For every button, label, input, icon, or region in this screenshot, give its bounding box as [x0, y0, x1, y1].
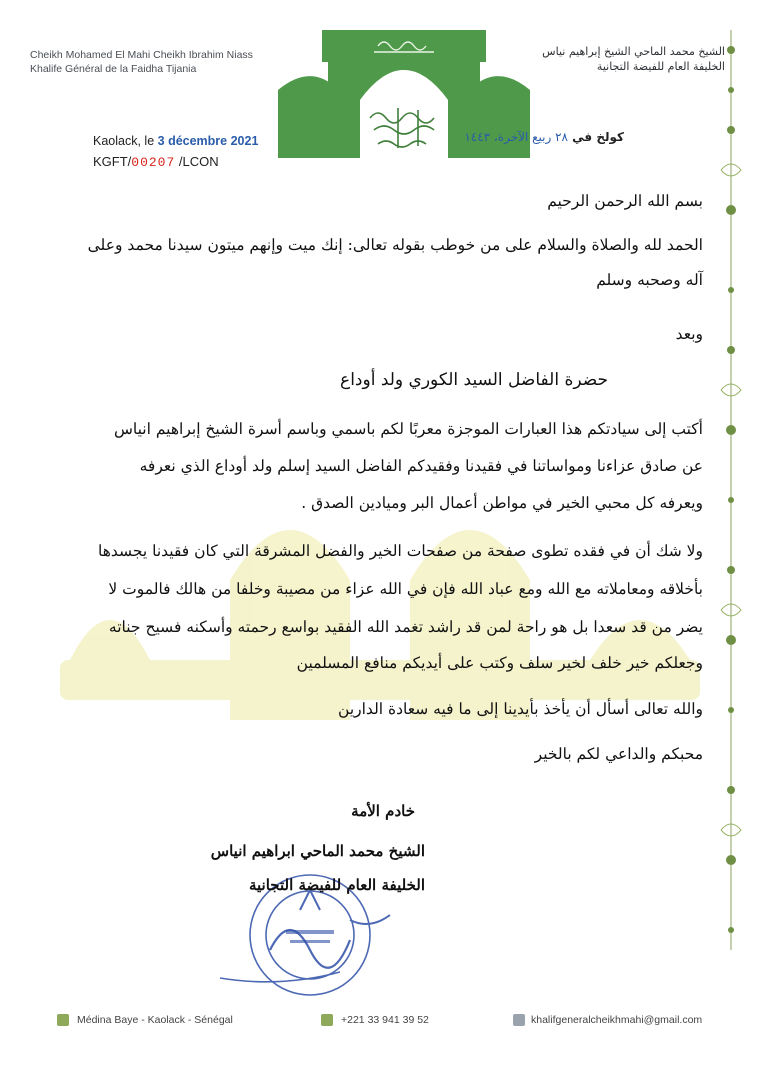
paragraph-2-line-2: بأخلاقه ومعاملاته مع الله ومع عباد الله فإن في الله عزاء من مصيبة وخلفا من هالك فالموت لا: [108, 580, 703, 598]
date-ar-city: كولخ في: [572, 130, 624, 144]
paragraph-1-line-3: ويعرفه كل محبي الخير في مواطن أعمال البر وميادين الصدق .: [301, 494, 703, 512]
email-icon: [513, 1014, 525, 1026]
date-prefix: Kaolack, le: [93, 134, 155, 148]
footer-email[interactable]: khalifgeneralcheikhmahi@gmail.com: [531, 1014, 703, 1026]
date-arabic: [418, 130, 624, 144]
signature-name: الشيخ محمد الماحي ابراهيم انياس: [210, 842, 425, 860]
signature-role: الخليفة العام للفيضة التجانية: [248, 876, 425, 894]
khalife-title-ar: الخليفة العام للفيضة التجانية: [596, 60, 725, 73]
paragraph-3: والله تعالى أسأل أن يأخذ بأيدينا إلى ما فيه سعادة الدارين: [338, 700, 703, 718]
header-left: [30, 48, 253, 76]
phone-icon: [321, 1014, 333, 1026]
paragraph-1-line-2: عن صادق عزاءنا ومواساتنا في فقيدنا وفقيدكم الفاضل السيد إسلم ولد أوداع الذي نعرفه: [139, 457, 703, 475]
khalife-name-fr: Cheikh Mohamed El Mahi Cheikh Ibrahim Niass: [30, 49, 253, 61]
intro-line-1: الحمد لله والصلاة والسلام على من خوطب بقوله تعالى: إنك ميت وإنهم ميتون سيدنا محمد وعلى: [87, 236, 703, 254]
reference-number: [93, 154, 219, 170]
intro-line-2: آله وصحبه وسلم: [596, 271, 703, 289]
date-french: [93, 134, 258, 148]
paragraph-1-line-1: أكتب إلى سيادتكم هذا العبارات الموجزة معربًا لكم باسمي وباسم أسرة الشيخ إبراهيم انياس: [113, 420, 703, 438]
date-ar-value: ٢٨ ربيع الآخرة، ١٤٤٣: [464, 130, 568, 144]
paragraph-2-line-4: وجعلكم خير خلف لخير سلف وكتب على أيديكم منافع المسلمين: [296, 654, 703, 672]
basmala: بسم الله الرحمن الرحيم: [547, 192, 703, 210]
closing-line: محبكم والداعي لكم بالخير: [534, 745, 703, 763]
ref-suffix: /LCON: [175, 154, 219, 169]
right-border-ornament: [716, 30, 746, 950]
ref-prefix: KGFT/: [93, 154, 132, 169]
paragraph-2-line-1: ولا شك أن في فقده تطوى صفحة من صفحات الخير والفضل المشرقة التي كان فقيدنا يجسدها: [98, 542, 703, 560]
header-right: [542, 44, 725, 74]
wabaad: وبعد: [675, 325, 703, 343]
signature-title: خادم الأمة: [351, 802, 415, 820]
footer-address: Médina Baye - Kaolack - Sénégal: [77, 1014, 233, 1026]
ref-number: 00207: [131, 155, 176, 170]
khalife-title-fr: Khalife Général de la Faidha Tijania: [30, 63, 197, 75]
footer-phone: +221 33 941 39 52: [341, 1014, 429, 1026]
date-value: 3 décembre 2021: [157, 134, 259, 148]
paragraph-2-line-3: يضر من قد سعدا بل هو راحة لمن قد راشد تغمد الله الفقيد بواسع رحمته وأسكنه فسيح جناته: [108, 618, 703, 636]
khalife-name-ar: الشيخ محمد الماحي الشيخ إبراهيم نياس: [542, 45, 725, 58]
addressee: حضرة الفاضل السيد الكوري ولد أوداع: [340, 370, 608, 390]
location-icon: [57, 1014, 69, 1026]
